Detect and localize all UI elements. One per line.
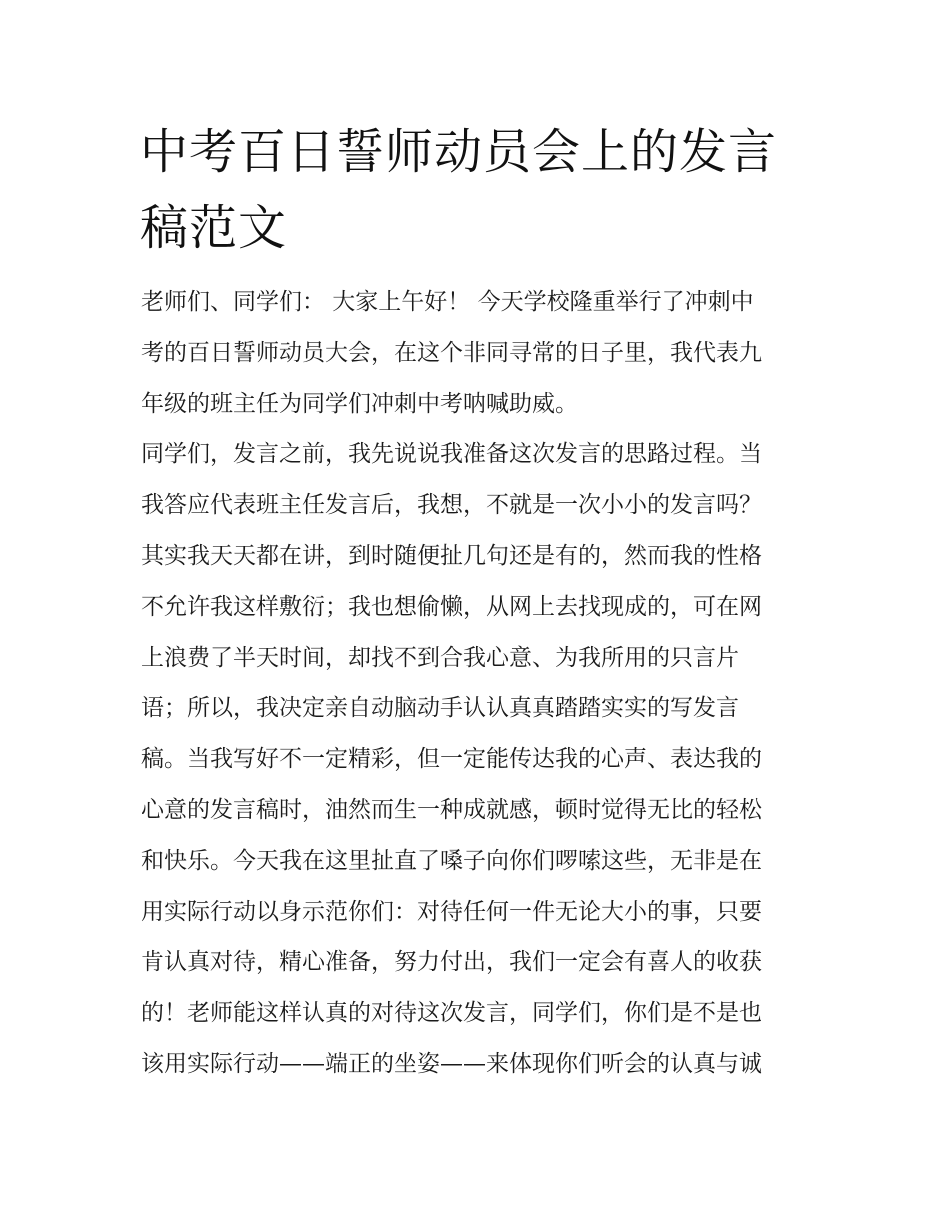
body-line: 上浪费了半天时间，却找不到合我心意、为我所用的只言片 bbox=[141, 644, 739, 671]
body-line: 肯认真对待，精心准备，努力付出，我们一定会有喜人的收获 bbox=[141, 949, 762, 976]
body-line: 该用实际行动——端正的坐姿——来体现你们听会的认真与诚 bbox=[141, 1050, 762, 1077]
document-title bbox=[140, 114, 820, 266]
body-line: 和快乐。今天我在这里扯直了嗓子向你们啰嗦这些，无非是在 bbox=[141, 847, 762, 874]
body-line: 年级的班主任为同学们冲刺中考呐喊助威。 bbox=[141, 390, 578, 417]
body-line: 考的百日誓师动员大会，在这个非同寻常的日子里，我代表九 bbox=[141, 339, 762, 366]
document-body bbox=[141, 280, 821, 1093]
title-line: 稿范文 bbox=[140, 200, 288, 256]
body-line: 不允许我这样敷衍；我也想偷懒，从网上去找现成的，可在网 bbox=[141, 593, 762, 620]
body-line: 心意的发言稿时，油然而生一种成就感，顿时觉得无比的轻松 bbox=[141, 796, 762, 823]
body-line: 同学们，发言之前，我先说说我准备这次发言的思路过程。当 bbox=[141, 441, 762, 468]
title-line: 中考百日誓师动员会上的发言 bbox=[140, 124, 778, 180]
body-line: 用实际行动以身示范你们：对待任何一件无论大小的事，只要 bbox=[141, 898, 762, 925]
body-line: 稿。当我写好不一定精彩，但一定能传达我的心声、表达我的 bbox=[141, 746, 762, 773]
body-line: 其实我天天都在讲，到时随便扯几句还是有的，然而我的性格 bbox=[141, 542, 762, 569]
body-line: 的！老师能这样认真的对待这次发言，同学们，你们是不是也 bbox=[141, 1000, 762, 1027]
body-line: 老师们、同学们： 大家上午好！ 今天学校隆重举行了冲刺中 bbox=[141, 289, 754, 315]
body-line: 语；所以，我决定亲自动脑动手认认真真踏踏实实的写发言 bbox=[141, 695, 739, 722]
body-line: 我答应代表班主任发言后，我想，不就是一次小小的发言吗？ bbox=[141, 492, 762, 519]
